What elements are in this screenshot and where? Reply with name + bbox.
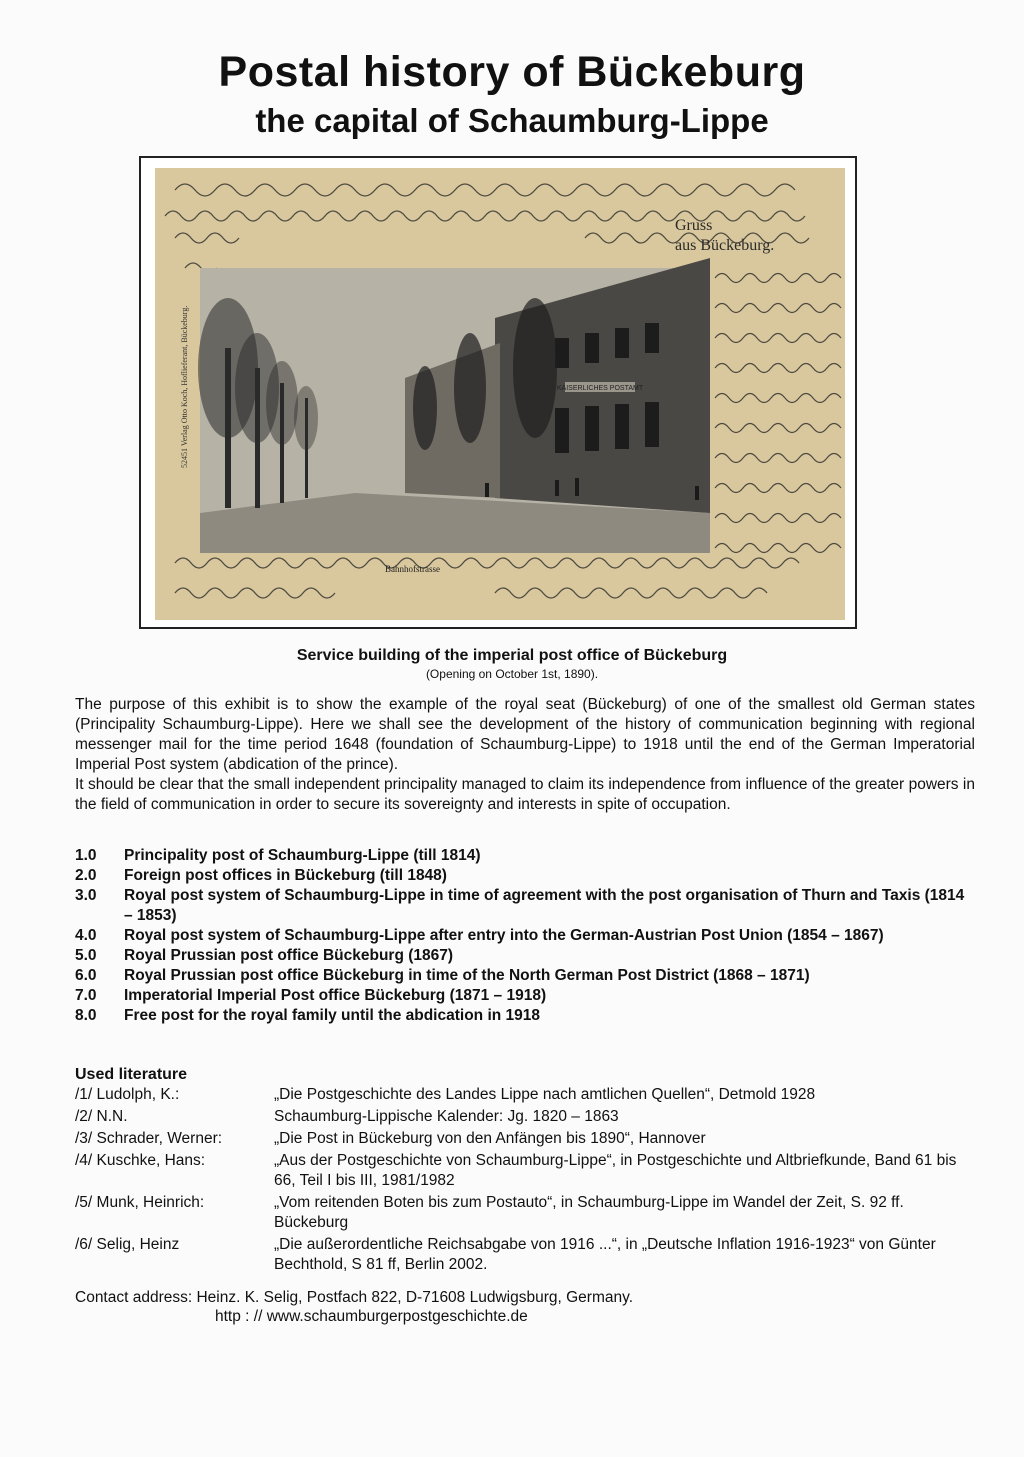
- page-subtitle: the capital of Schaumburg-Lippe: [255, 102, 769, 139]
- contact-address: Contact address: Heinz. K. Selig, Postfach 822, D-71608 Ludwigsburg, Germany.: [75, 1289, 634, 1306]
- chapter-number: 5.0: [75, 947, 97, 964]
- literature-ref: /3/ Schrader, Werner:: [75, 1130, 223, 1147]
- literature-item: [75, 1085, 975, 1105]
- literature-ref: /5/ Munk, Heinrich:: [75, 1194, 205, 1211]
- chapter-number: 8.0: [75, 1007, 97, 1024]
- chapter-item: [75, 886, 975, 926]
- postcard-frame: [139, 156, 857, 629]
- image-caption-subtitle: (Opening on October 1st, 1890).: [425, 667, 599, 681]
- literature-item: [75, 1107, 975, 1127]
- literature-desc: „Die außerordentliche Reichsabgabe von 1916 ...“, in „Deutsche Inflation 1916-1923“ von Günter Bechthold, S 81 ff, Berlin 2002.: [274, 1236, 936, 1273]
- chapter-title: Royal post system of Schaumburg-Lippe in time of agreement with the post organisation of Thurn and Taxis (1814 – 1853): [124, 887, 965, 924]
- literature-desc: Schaumburg-Lippische Kalender: Jg. 1820 – 1863: [274, 1108, 619, 1125]
- publisher-imprint: 52451 Verlag Otto Koch, Hoflieferant, Bückeburg.: [180, 305, 189, 468]
- chapter-number: 7.0: [75, 987, 97, 1004]
- chapter-title: Royal Prussian post office Bückeburg in time of the North German Post District (1868 – 1871): [124, 967, 810, 984]
- street-label: Bahnhofstrasse: [385, 564, 440, 574]
- postcard-greeting: Gruss: [675, 217, 713, 234]
- literature-item: [75, 1151, 975, 1191]
- literature-desc: „Die Post in Bückeburg von den Anfängen bis 1890“, Hannover: [274, 1130, 706, 1147]
- chapter-item: [75, 846, 975, 866]
- literature-heading: Used literature: [75, 1066, 188, 1083]
- literature-item: [75, 1129, 975, 1149]
- chapter-list: [75, 846, 975, 1026]
- chapter-title: Free post for the royal family until the abdication in 1918: [124, 1007, 541, 1024]
- literature-desc: „Aus der Postgeschichte von Schaumburg-Lippe“, in Postgeschichte und Altbriefkunde, Band 61 bis 66, Teil I bis III, 1981/1982: [274, 1152, 957, 1189]
- chapter-number: 2.0: [75, 867, 97, 884]
- chapter-item: [75, 966, 975, 986]
- postcard-image: [155, 168, 845, 620]
- literature-ref: /2/ N.N.: [75, 1108, 128, 1125]
- chapter-item: [75, 946, 975, 966]
- chapter-title: Foreign post offices in Bückeburg (till 1848): [124, 867, 447, 884]
- literature-item: [75, 1193, 975, 1233]
- chapter-item: [75, 1006, 975, 1026]
- page-title: Postal history of Bückeburg: [218, 48, 806, 96]
- literature-ref: /6/ Selig, Heinz: [75, 1236, 180, 1253]
- intro-paragraph: It should be clear that the small independent principality managed to claim its independence from influence of the greater powers in the field of communication in order to secure its sovereignty and interests in spite of occupation.: [75, 776, 975, 813]
- chapter-item: [75, 866, 975, 886]
- intro-text: [75, 695, 975, 815]
- literature-desc: „Vom reitenden Boten bis zum Postauto“, in Schaumburg-Lippe im Wandel der Zeit, S. 92 ff. Bückeburg: [274, 1194, 904, 1231]
- postcard-greeting-line2: aus Bückeburg.: [675, 237, 775, 254]
- literature-desc: „Die Postgeschichte des Landes Lippe nach amtlichen Quellen“, Detmold 1928: [274, 1086, 816, 1103]
- chapter-number: 6.0: [75, 967, 97, 984]
- literature-ref: /4/ Kuschke, Hans:: [75, 1152, 206, 1169]
- literature-list: [75, 1085, 975, 1277]
- chapter-title: Imperatorial Imperial Post office Bückeburg (1871 – 1918): [124, 987, 547, 1004]
- post-office-sign: KAISERLICHES POSTAMT: [556, 385, 644, 392]
- street-photo: [198, 258, 710, 553]
- chapter-number: 3.0: [75, 887, 97, 904]
- intro-paragraph: The purpose of this exhibit is to show the example of the royal seat (Bückeburg) of one of the smallest old German states (Principality Schaumburg-Lippe). Here we shall see the development of the history of communication beginning with regional messenger mail for the time period 1648 (foundation of Schaumburg-Lippe) to 1918 until the end of the German Imperatorial Imperial Post system (abdication of the prince).: [75, 696, 975, 773]
- chapter-item: [75, 986, 975, 1006]
- chapter-item: [75, 926, 975, 946]
- chapter-title: Royal post system of Schaumburg-Lippe after entry into the German-Austrian Post Union (1854 – 1867): [124, 927, 884, 944]
- chapter-title: Royal Prussian post office Bückeburg (1867): [124, 947, 454, 964]
- chapter-title: Principality post of Schaumburg-Lippe (till 1814): [124, 847, 481, 864]
- literature-item: [75, 1235, 975, 1275]
- chapter-number: 4.0: [75, 927, 97, 944]
- chapter-number: 1.0: [75, 847, 97, 864]
- website-link[interactable]: http : // www.schaumburgerpostgeschichte.de: [215, 1308, 528, 1325]
- image-caption-title: Service building of the imperial post office of Bückeburg: [296, 647, 728, 664]
- literature-ref: /1/ Ludolph, K.:: [75, 1086, 180, 1103]
